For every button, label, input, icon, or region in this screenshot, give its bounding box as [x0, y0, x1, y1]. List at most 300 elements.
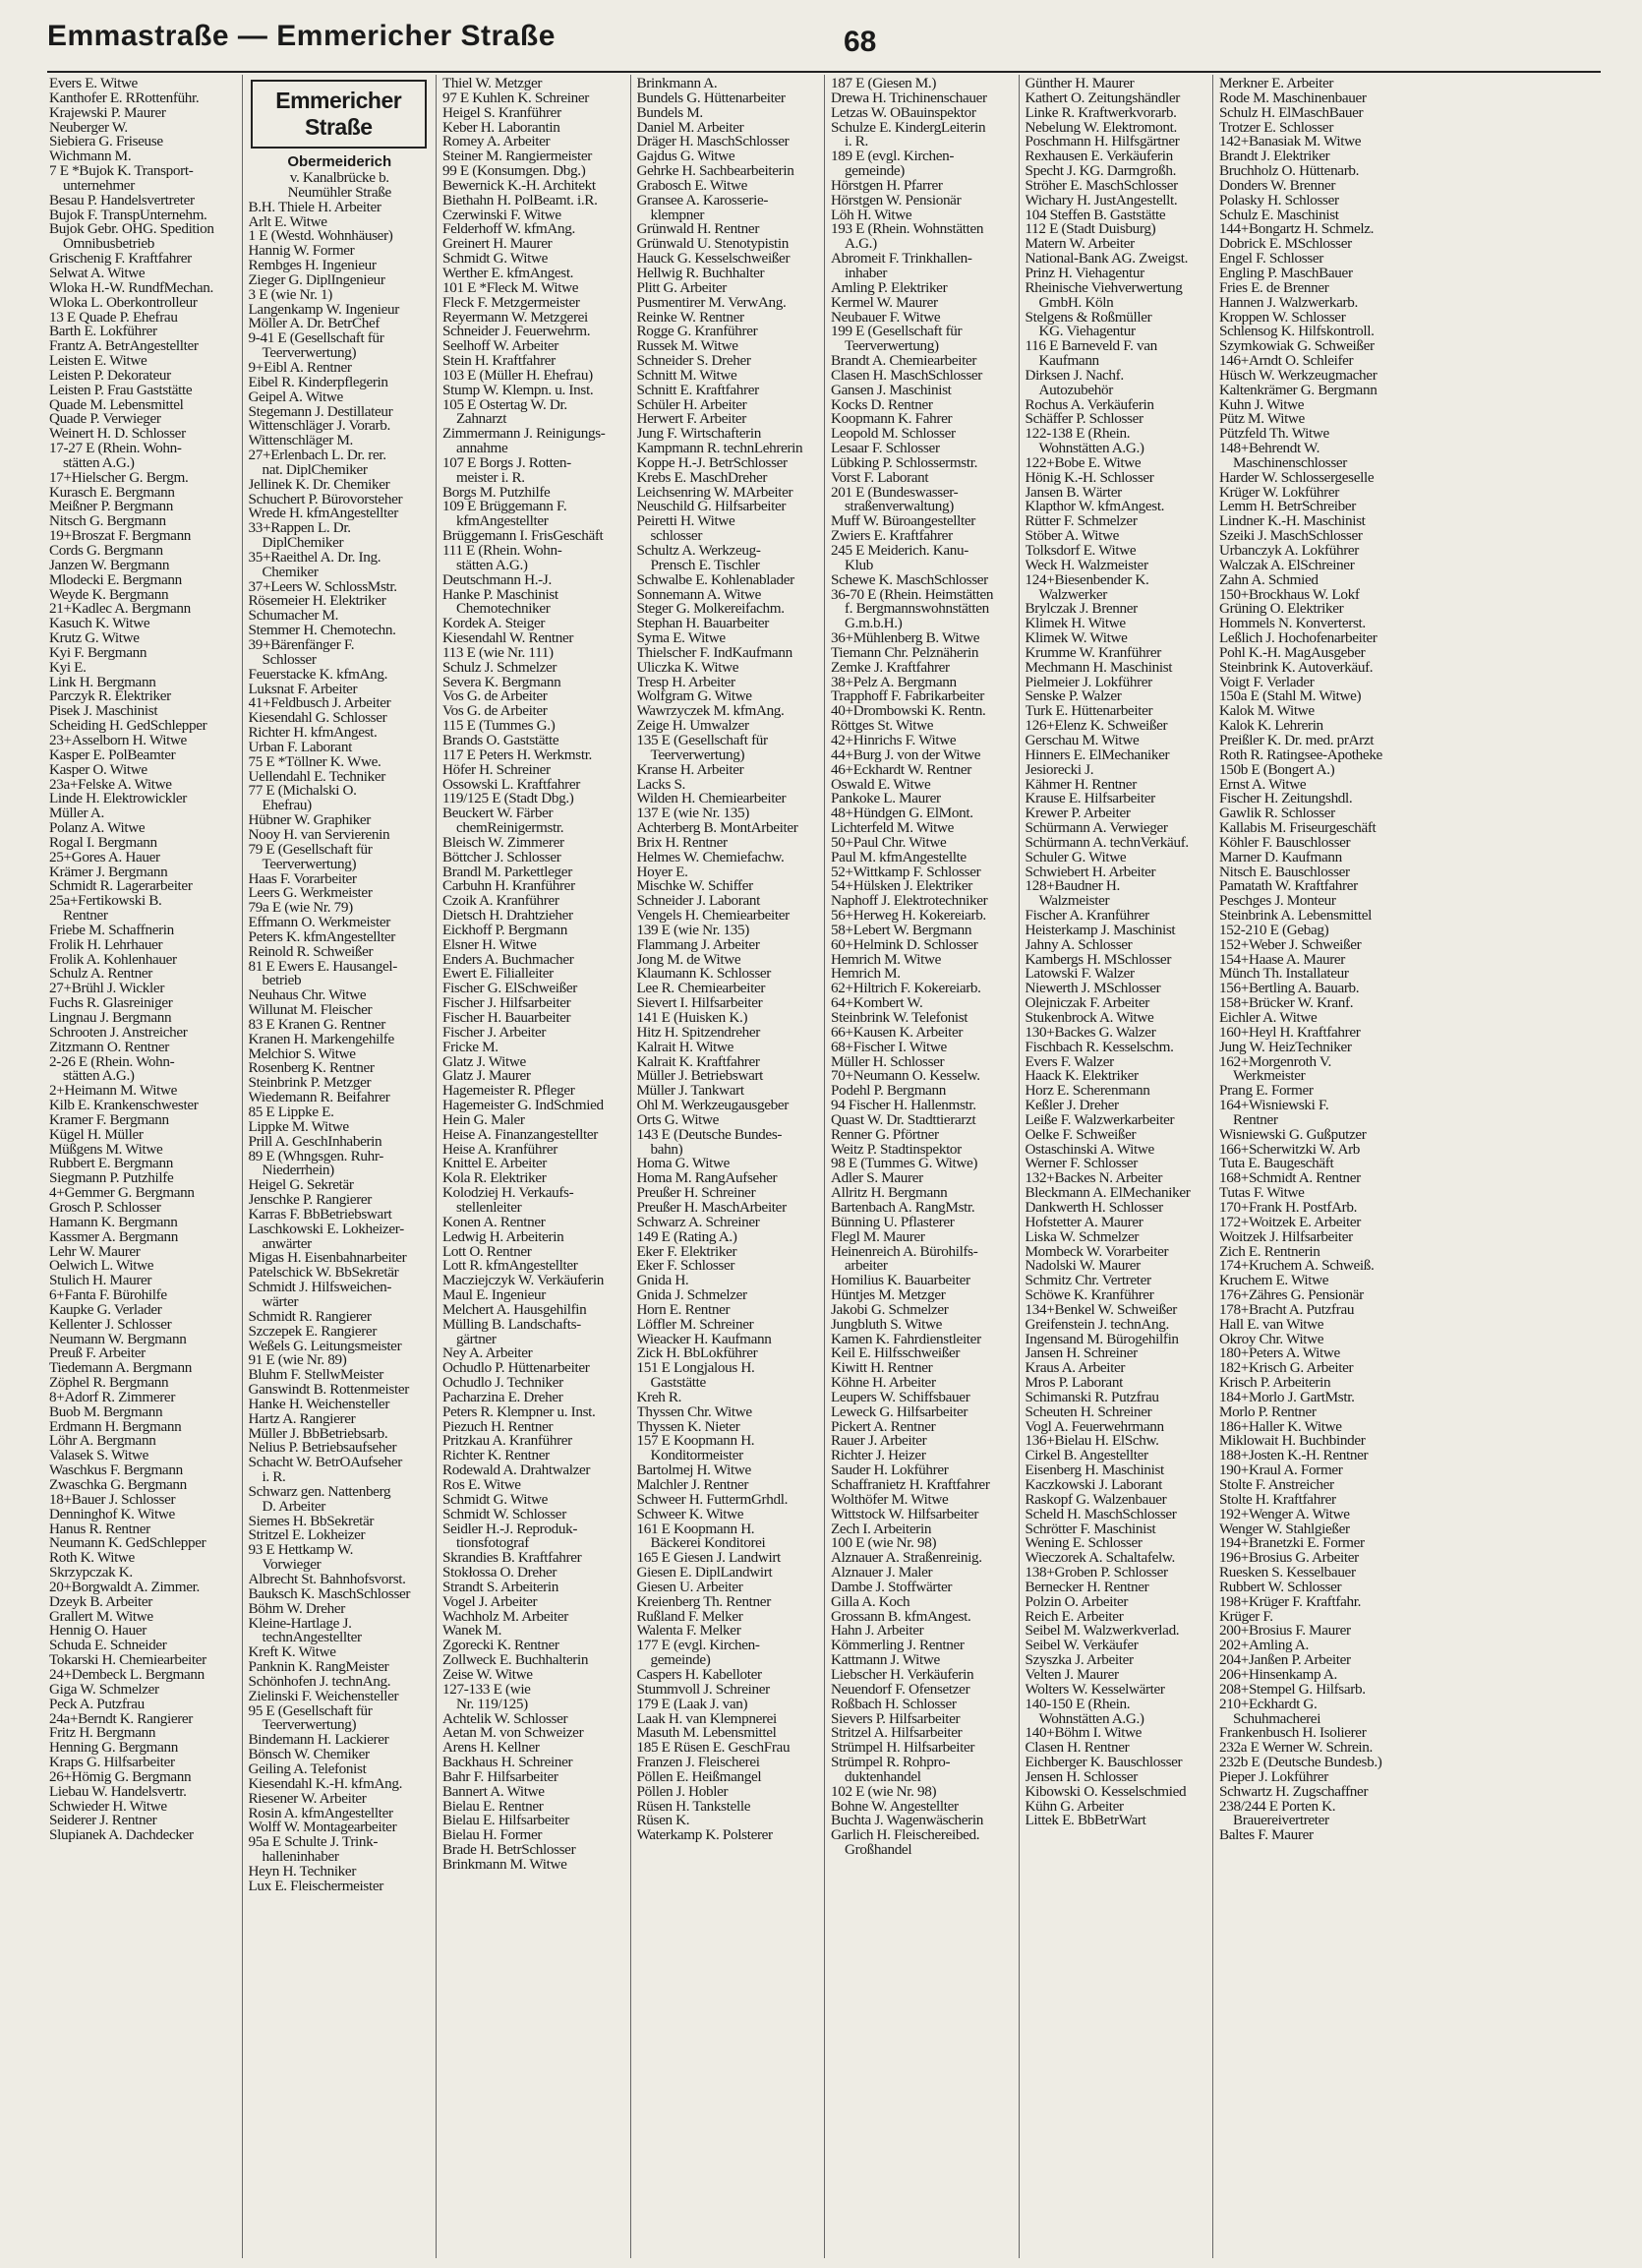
directory-entry: Leupers W. Schiffsbauer — [831, 1390, 970, 1405]
directory-entry: Eichler A. Witwe — [1219, 1011, 1318, 1026]
directory-entry: Luksnat F. Arbeiter — [248, 682, 358, 697]
directory-entry: Severa K. Bergmann — [442, 675, 561, 690]
directory-entry: Oelke F. Schweißer — [1025, 1127, 1137, 1143]
directory-entry: Roßbach H. Schlosser — [831, 1697, 957, 1712]
directory-entry: Helmes W. Chemiefachw. — [636, 850, 785, 865]
directory-entry: Patelschick W. BbSekretär — [248, 1266, 399, 1282]
directory-entry: Feuerstacke K. kfmAng. — [248, 667, 388, 683]
directory-entry: Kranse H. Arbeiter — [636, 762, 744, 778]
directory-entry: Schwarz A. Schreiner — [636, 1215, 760, 1230]
directory-entry: Zieger G. DiplIngenieur — [248, 272, 385, 288]
directory-entry: Morlo P. Rentner — [1219, 1404, 1317, 1420]
directory-entry: Heinenreich A. Bürohilfs- — [831, 1244, 978, 1260]
directory-entry: Schweer H. FuttermGrhdl. — [636, 1492, 789, 1508]
directory-entry: Ernst A. Witwe — [1219, 777, 1307, 793]
directory-entry: Jesiorecki J. — [1025, 762, 1094, 778]
directory-entry: 139 E (wie Nr. 135) — [636, 923, 749, 938]
directory-entry: Nadolski W. Maurer — [1025, 1259, 1141, 1275]
directory-entry: Flammang J. Arbeiter — [636, 937, 760, 953]
directory-entry: Schrötter F. Maschinist — [1025, 1522, 1156, 1537]
directory-entry: 152-210 E (Gebag) — [1219, 923, 1329, 938]
directory-column-3 — [436, 75, 630, 2258]
directory-entry: Erdmann H. Bergmann — [49, 1419, 182, 1435]
directory-entry: 154+Haase A. Maurer — [1219, 952, 1346, 968]
directory-entry: Dobrick E. MSchlosser — [1219, 237, 1352, 253]
directory-entry: Wolthöfer M. Witwe — [831, 1492, 949, 1508]
directory-entry: 23+Asselborn H. Witwe — [49, 733, 187, 748]
directory-entry: 144+Bongartz H. Schmelz. — [1219, 222, 1375, 238]
directory-entry: Mlodecki E. Bergmann — [49, 572, 182, 588]
directory-entry: Grallert M. Witwe — [49, 1609, 153, 1625]
directory-entry: Zwiers E. Kraftfahrer — [831, 529, 953, 544]
directory-entry: Lott R. kfmAngestellter — [442, 1259, 578, 1275]
directory-entry: Quade M. Lebensmittel — [49, 397, 184, 413]
directory-entry: Steinbrink P. Metzger — [248, 1076, 372, 1092]
directory-entry: Schuda E. Schneider — [49, 1639, 167, 1654]
directory-entry: Link H. Bergmann — [49, 675, 156, 690]
directory-entry: 178+Bracht A. Putzfrau — [1219, 1302, 1355, 1318]
directory-entry: v. Kanalbrücke b. — [289, 171, 389, 186]
directory-entry: 208+Stempel G. Hilfsarb. — [1219, 1682, 1366, 1698]
directory-entry: Cirkel B. Angestellter — [1025, 1449, 1148, 1464]
directory-entry: 19+Broszat F. Bergmann — [49, 529, 192, 544]
directory-entry: Stump W. Klempn. u. Inst. — [442, 383, 594, 398]
directory-entry: Schwarz gen. Nattenberg — [248, 1484, 391, 1500]
directory-entry: Skrzypczak K. — [49, 1566, 133, 1581]
directory-entry: Bäckerei Konditorei — [650, 1536, 766, 1552]
directory-entry: Neumühler Straße — [287, 185, 391, 201]
directory-entry: Gnida J. Schmelzer — [636, 1288, 747, 1303]
directory-entry: Giesen E. DiplLandwirt — [636, 1566, 773, 1581]
directory-entry: Vorst F. Laborant — [831, 470, 929, 486]
directory-entry: Hauck G. Kesselschweißer — [636, 252, 791, 267]
directory-entry: Langenkamp W. Ingenieur — [248, 302, 399, 318]
directory-entry: 141 E (Huisken K.) — [636, 1011, 748, 1026]
directory-entry: Schulz A. Rentner — [49, 967, 152, 983]
directory-entry: Hagemeister G. IndSchmied — [442, 1099, 604, 1113]
directory-entry: 104 Steffen B. Gaststätte — [1025, 208, 1166, 223]
directory-entry: i. R. — [845, 135, 868, 150]
directory-entry: Siebiera G. Friseuse — [49, 135, 163, 150]
directory-entry: 128+Baudner H. — [1025, 879, 1120, 895]
directory-entry: Kambergs H. MSchlosser — [1025, 952, 1172, 968]
directory-entry: 85 E Lippke E. — [248, 1105, 334, 1120]
directory-entry: technAngestellter — [262, 1631, 362, 1646]
directory-entry: Brüggemann I. FrisGeschäft — [442, 529, 604, 544]
directory-entry: Wieczorek A. Schaltafelw. — [1025, 1551, 1175, 1567]
directory-entry: Ostaschinski A. Witwe — [1025, 1142, 1154, 1158]
directory-entry: Besau P. Handelsvertreter — [49, 193, 195, 209]
directory-entry: Kraus A. Arbeiter — [1025, 1361, 1126, 1377]
directory-columns — [47, 75, 1601, 2258]
directory-entry: Preißler K. Dr. med. prArzt — [1219, 733, 1375, 748]
directory-entry: Lübking P. Schlossermstr. — [831, 455, 978, 471]
directory-entry: Krisch P. Arbeiterin — [1219, 1376, 1331, 1391]
directory-entry: 26+Hömig G. Bergmann — [49, 1769, 192, 1785]
directory-entry: 24+Dembeck L. Bergmann — [49, 1667, 205, 1683]
directory-entry: 117 E Peters H. Werkmstr. — [442, 747, 593, 763]
directory-entry: Leisten P. Frau Gaststätte — [49, 383, 193, 398]
directory-entry: Grünwald U. Stenotypistin — [636, 237, 790, 253]
directory-entry: Münch Th. Installateur — [1219, 967, 1349, 983]
directory-entry: Pielmeier J. Lokführer — [1025, 675, 1152, 690]
directory-entry: Klapthor W. kfmAngest. — [1025, 500, 1165, 515]
directory-entry: 185 E Rüsen E. GeschFrau — [636, 1741, 791, 1757]
directory-entry: 2+Heimann M. Witwe — [49, 1084, 178, 1100]
directory-entry: Rheinische Viehverwertung — [1025, 280, 1183, 296]
directory-entry: 172+Woitzek E. Arbeiter — [1219, 1215, 1361, 1230]
directory-entry: Chemiker — [262, 565, 319, 580]
directory-entry: Schumacher M. — [248, 609, 339, 625]
directory-entry: Neumann W. Bergmann — [49, 1332, 187, 1347]
directory-entry: Lemm H. BetrSchreiber — [1219, 500, 1356, 515]
directory-entry: 168+Schmidt A. Rentner — [1219, 1171, 1361, 1187]
directory-entry: chemReinigermstr. — [456, 821, 564, 836]
directory-entry: Vogl A. Feuerwehrmann — [1025, 1419, 1164, 1435]
directory-entry: 164+Wisniewski F. — [1219, 1099, 1329, 1113]
directory-entry: Grossann B. kfmAngest. — [831, 1609, 971, 1625]
directory-entry: 166+Scherwitzki W. Arb — [1219, 1142, 1361, 1158]
directory-entry: Wohnstätten A.G.) — [1038, 1711, 1144, 1727]
directory-entry: stellenleiter — [456, 1200, 522, 1216]
directory-entry: Schaffranietz H. Kraftfahrer — [831, 1478, 990, 1493]
directory-entry: Valasek S. Witwe — [49, 1449, 149, 1464]
directory-entry: 46+Eckhardt W. Rentner — [831, 762, 972, 778]
directory-entry: Schmidt G. Witwe — [442, 1492, 548, 1508]
directory-entry: Gajdus G. Witwe — [636, 149, 735, 165]
directory-entry: Heigel S. Kranführer — [442, 105, 561, 121]
directory-entry: Kranen H. Markengehilfe — [248, 1032, 394, 1047]
directory-entry: Greifenstein J. technAng. — [1025, 1317, 1169, 1333]
directory-entry: Laschkowski E. Lokheizer- — [248, 1222, 404, 1237]
directory-entry: Werther E. kfmAngest. — [442, 266, 574, 281]
directory-entry: Stokłossa O. Dreher — [442, 1566, 557, 1581]
directory-entry: Schulz E. Maschinist — [1219, 208, 1339, 223]
directory-entry: Pütz M. Witwe — [1219, 412, 1305, 428]
directory-entry: Stegemann J. Destillateur — [248, 404, 393, 420]
directory-entry: Kampmann R. technLehrerin — [636, 442, 803, 456]
directory-entry: D. Arbeiter — [262, 1499, 325, 1515]
directory-entry: Teerverwertung) — [262, 857, 357, 872]
directory-entry: Werner F. Schlosser — [1025, 1157, 1138, 1172]
directory-entry: Jungbluth S. Witwe — [831, 1317, 943, 1333]
directory-entry: Köhne H. Arbeiter — [831, 1376, 936, 1391]
directory-entry: Skrandies B. Kraftfahrer — [442, 1551, 582, 1567]
directory-entry: Bannert A. Witwe — [442, 1784, 545, 1800]
directory-entry: Bujok Gebr. OHG. Spedition — [49, 222, 214, 238]
directory-entry: Zielinski F. Weichensteller — [248, 1689, 399, 1704]
directory-entry: Vengels H. Chemiearbeiter — [636, 909, 790, 924]
directory-entry: Dzeyk B. Arbeiter — [49, 1594, 152, 1610]
directory-entry: Woitzek J. Hilfsarbeiter — [1219, 1229, 1353, 1245]
directory-entry: Teerverwertung) — [262, 346, 357, 361]
directory-entry: Wenger W. Stahlgießer — [1219, 1522, 1350, 1537]
directory-entry: Achterberg B. MontArbeiter — [636, 821, 798, 836]
directory-entry: Aetan M. von Schweizer — [442, 1726, 584, 1742]
directory-entry: GmbH. Köln — [1038, 295, 1114, 311]
street-heading-box: Emmericher Straße — [251, 80, 428, 149]
directory-entry: Autozubehör — [1038, 383, 1113, 398]
directory-entry: Rütter F. Schmelzer — [1025, 514, 1138, 530]
directory-entry: 150+Brockhaus W. Lokf — [1219, 587, 1360, 603]
directory-entry: Migas H. Eisenbahnarbeiter — [248, 1251, 407, 1267]
directory-entry: Brandt A. Chemiearbeiter — [831, 354, 977, 369]
directory-entry: 24a+Berndt K. Rangierer — [49, 1711, 194, 1727]
directory-entry: Grüning O. Elektriker — [1219, 602, 1344, 618]
directory-entry: Neuhaus Chr. Witwe — [248, 988, 367, 1004]
directory-entry: Melchert A. Hausgehilfin — [442, 1302, 587, 1318]
directory-entry: Böttcher J. Schlosser — [442, 850, 561, 865]
directory-entry: Konditormeister — [650, 1449, 743, 1464]
directory-entry: Löhr A. Bergmann — [49, 1434, 156, 1450]
directory-entry: Bleckmann A. ElMechaniker — [1025, 1186, 1191, 1201]
directory-entry: Pisek J. Maschinist — [49, 704, 158, 720]
directory-entry: Jenschke P. Rangierer — [248, 1193, 373, 1208]
directory-entry: Reinold R. Schweißer — [248, 944, 374, 960]
directory-entry: Schneider J. Feuerwehrm. — [442, 325, 591, 340]
directory-entry: Prang E. Former — [1219, 1084, 1314, 1100]
directory-entry: Teerverwertung) — [845, 339, 939, 355]
directory-entry: 165 E Giesen J. Landwirt — [636, 1551, 781, 1567]
directory-entry: 9+Eibl A. Rentner — [248, 360, 352, 376]
directory-entry: 25+Gores A. Hauer — [49, 850, 160, 865]
directory-entry: Stein H. Kraftfahrer — [442, 354, 556, 369]
directory-entry: 136+Bielau H. ElSchw. — [1025, 1434, 1159, 1450]
directory-entry: nat. DiplChemiker — [262, 462, 368, 478]
directory-entry: Zahn A. Schmied — [1219, 572, 1319, 588]
directory-entry: Stolte H. Kraftfahrer — [1219, 1492, 1336, 1508]
directory-entry: Bluhm F. StellwMeister — [248, 1368, 383, 1384]
directory-entry: Heigel G. Sekretär — [248, 1178, 354, 1194]
directory-entry: Wloka H.-W. RundfMechan. — [49, 280, 213, 296]
directory-entry: Adler S. Maurer — [831, 1171, 923, 1187]
directory-entry: Abromeit F. Trinkhallen- — [831, 252, 972, 267]
directory-entry: Schnitt M. Witwe — [636, 368, 737, 384]
directory-entry: Deutschmann H.-J. — [442, 572, 552, 588]
directory-entry: Neuendorf F. Ofensetzer — [831, 1682, 970, 1698]
directory-entry: Bleisch W. Zimmerer — [442, 835, 564, 851]
directory-entry: Weitz P. Stadtinspektor — [831, 1142, 962, 1158]
directory-entry: Stukenbrock A. Witwe — [1025, 1011, 1154, 1026]
directory-entry: Walzmeister — [1038, 894, 1110, 910]
directory-entry: Rösemeier H. Elektriker — [248, 594, 386, 610]
directory-entry: 142+Banasiak M. Witwe — [1219, 135, 1362, 150]
directory-entry: 143 E (Deutsche Bundes- — [636, 1127, 783, 1143]
directory-entry: Ruesken S. Kesselbauer — [1219, 1566, 1356, 1581]
directory-entry: 3 E (wie Nr. 1) — [248, 287, 332, 303]
directory-entry: Jakobi G. Schmelzer — [831, 1302, 949, 1318]
directory-entry: duktenhandel — [845, 1769, 921, 1785]
directory-entry: Fischer J. Hilfsarbeiter — [442, 996, 571, 1011]
directory-entry: Rüsen K. — [636, 1814, 690, 1829]
running-title: Emmastraße — Emmericher Straße — [47, 20, 556, 52]
directory-entry: Ingensand M. Bürogehilfin — [1025, 1332, 1179, 1347]
directory-entry: Schmidt J. Hilfsweichen- — [248, 1281, 392, 1295]
directory-entry: Kibowski O. Kesselschmied — [1025, 1784, 1187, 1800]
directory-entry: Grischenig F. Kraftfahrer — [49, 252, 192, 267]
directory-entry: Glatz J. Witwe — [442, 1054, 526, 1070]
directory-entry: Arlt E. Witwe — [248, 214, 327, 230]
directory-entry: 160+Heyl H. Kraftfahrer — [1219, 1025, 1361, 1041]
directory-entry: 180+Peters A. Witwe — [1219, 1346, 1340, 1362]
directory-entry: Czerwinski F. Witwe — [442, 208, 561, 223]
directory-entry: Greinert H. Maurer — [442, 237, 553, 253]
directory-entry: Dräger H. MaschSchlosser — [636, 135, 790, 150]
directory-entry: Dankwerth H. Schlosser — [1025, 1200, 1163, 1216]
directory-entry: Olejniczak F. Arbeiter — [1025, 996, 1149, 1011]
directory-entry: 41+Feldbusch J. Arbeiter — [248, 696, 391, 712]
directory-entry: Szeiki J. MaschSchlosser — [1219, 529, 1363, 544]
directory-entry: 177 E (evgl. Kirchen- — [636, 1639, 760, 1654]
directory-entry: Rosin A. kfmAngestellter — [248, 1806, 393, 1821]
directory-entry: Bujok F. TranspUnternehm. — [49, 208, 207, 223]
directory-entry: Velten J. Maurer — [1025, 1667, 1119, 1683]
directory-entry: schlosser — [650, 529, 703, 544]
directory-entry: Lott O. Rentner — [442, 1244, 532, 1260]
directory-entry: Stemmer H. Chemotechn. — [248, 624, 396, 638]
directory-entry: 146+Arndt O. Schleifer — [1219, 354, 1354, 369]
directory-entry: Müller H. Schlosser — [831, 1054, 945, 1070]
directory-entry: Schöwe K. Kranführer — [1025, 1288, 1154, 1303]
directory-entry: Kreh R. — [636, 1390, 682, 1405]
directory-entry: Großhandel — [845, 1843, 912, 1858]
directory-entry: Müller J. Betriebswart — [636, 1069, 764, 1085]
directory-entry: Kaupke G. Verlader — [49, 1302, 162, 1318]
directory-entry: 18+Bauer J. Schlosser — [49, 1492, 176, 1508]
directory-entry: Latowski F. Walzer — [1025, 967, 1135, 983]
directory-entry: Wolters W. Kesselwärter — [1025, 1682, 1165, 1698]
directory-entry: Kasuch K. Witwe — [49, 617, 150, 632]
directory-entry: Frolik H. Lehrhauer — [49, 937, 163, 953]
directory-entry: 81 E Ewers E. Hausangel- — [248, 959, 397, 975]
directory-entry: Renner G. Pförtner — [831, 1127, 939, 1143]
directory-entry: Strümpel R. Rohpro- — [831, 1756, 951, 1770]
directory-entry: Wohnstätten A.G.) — [1038, 442, 1144, 456]
directory-entry: Felderhoff W. kfmAng. — [442, 222, 575, 238]
directory-entry: Grosch P. Schlosser — [49, 1200, 161, 1216]
directory-entry: Naphoff J. Elektrotechniker — [831, 894, 988, 910]
directory-entry: Karras F. BbBetriebswart — [248, 1207, 392, 1223]
directory-entry: Strandt S. Arbeiterin — [442, 1580, 558, 1595]
directory-entry: Rodewald A. Drahtwalzer — [442, 1463, 591, 1478]
directory-entry: Kügel H. Müller — [49, 1127, 144, 1143]
directory-entry: Matern W. Arbeiter — [1025, 237, 1135, 253]
directory-entry: Bundels M. — [636, 105, 703, 121]
directory-entry: Sauder H. Lokführer — [831, 1463, 949, 1478]
directory-entry: Tolksdorf E. Witwe — [1025, 544, 1137, 559]
directory-entry: Ros E. Witwe — [442, 1478, 521, 1493]
directory-entry: 52+Wittkamp F. Schlosser — [831, 865, 981, 880]
directory-entry: Russek M. Witwe — [636, 339, 738, 355]
directory-entry: Polasky H. Schlosser — [1219, 193, 1339, 209]
directory-entry: Wittenschläger J. Vorarb. — [248, 419, 390, 435]
directory-entry: 48+Hündgen G. ElMont. — [831, 806, 973, 822]
directory-entry: Sonnemann A. Witwe — [636, 587, 762, 603]
directory-entry: Walenta F. Melker — [636, 1624, 741, 1640]
directory-entry: Bundels G. Hüttenarbeiter — [636, 90, 786, 106]
directory-entry: Chemotechniker — [456, 602, 551, 618]
directory-entry: Maschinenschlosser — [1233, 455, 1348, 471]
directory-entry: 20+Borgwaldt A. Zimmer. — [49, 1580, 200, 1595]
directory-entry: 4+Gemmer G. Bergmann — [49, 1186, 195, 1201]
directory-entry: Elsner H. Witwe — [442, 937, 537, 953]
directory-entry: Zöphel R. Bergmann — [49, 1376, 169, 1391]
directory-entry: Rußland F. Melker — [636, 1609, 743, 1625]
directory-entry: 36+Mühlenberg B. Witwe — [831, 631, 980, 646]
directory-entry: Leopold M. Schlosser — [831, 427, 956, 443]
directory-entry: Wening E. Schlosser — [1025, 1536, 1143, 1552]
directory-entry: Brands O. Gaststätte — [442, 733, 559, 748]
directory-entry: 37+Leers W. SchlossMstr. — [248, 579, 397, 595]
directory-column-2 — [242, 75, 437, 2258]
directory-entry: Ossowski L. Kraftfahrer — [442, 777, 580, 793]
directory-entry: Leers G. Werkmeister — [248, 886, 373, 902]
directory-entry: Krumme W. Kranführer — [1025, 645, 1162, 661]
directory-entry: Schürmann A. Verwieger — [1025, 821, 1168, 836]
directory-entry: Amling P. Elektriker — [831, 280, 948, 296]
directory-entry: Keil E. Hilfsschweißer — [831, 1346, 961, 1362]
directory-entry: Roth R. Ratingsee-Apotheke — [1219, 747, 1382, 763]
directory-entry: Krause E. Hilfsarbeiter — [1025, 792, 1155, 807]
directory-entry: Eisenberg H. Maschinist — [1025, 1463, 1164, 1478]
directory-entry: 140+Böhm I. Witwe — [1025, 1726, 1143, 1742]
directory-entry: Nitsch E. Bauschlosser — [1219, 865, 1350, 880]
directory-entry: Kroppen W. Schlosser — [1219, 310, 1346, 326]
directory-entry: 83 E Kranen G. Rentner — [248, 1017, 385, 1033]
directory-entry: Specht J. KG. Darmgroßh. — [1025, 164, 1177, 179]
directory-entry: Kassmer A. Bergmann — [49, 1229, 179, 1245]
directory-entry: Bielau E. Rentner — [442, 1799, 544, 1815]
directory-entry: Marner D. Kaufmann — [1219, 850, 1342, 865]
directory-entry: Wittstock W. Hilfsarbeiter — [831, 1507, 979, 1522]
directory-entry: Ewert E. Filialleiter — [442, 967, 554, 983]
directory-entry: Mischke W. Schiffer — [636, 879, 753, 895]
directory-entry: Preußer H. MaschArbeiter — [636, 1200, 787, 1216]
directory-entry: 192+Wenger A. Witwe — [1219, 1507, 1350, 1522]
directory-entry: Wawrzyczek M. kfmAng. — [636, 704, 785, 720]
directory-entry: Hommels N. Konverterst. — [1219, 617, 1366, 632]
directory-entry: Seibel W. Verkäufer — [1025, 1639, 1139, 1654]
directory-entry: Slupianek A. Dachdecker — [49, 1828, 194, 1844]
directory-entry: Hörstgen W. Pensionär — [831, 193, 962, 209]
directory-entry: Baltes F. Maurer — [1219, 1828, 1314, 1844]
directory-entry: Neumann K. GedSchlepper — [49, 1536, 206, 1552]
directory-entry: Omnibusbetrieb — [63, 237, 154, 253]
directory-entry: Zich E. Rentnerin — [1219, 1244, 1320, 1260]
directory-entry: 184+Morlo J. GartMstr. — [1219, 1390, 1355, 1405]
directory-entry: Pieper J. Lokführer — [1219, 1769, 1329, 1785]
directory-entry: Klaumann K. Schlosser — [636, 967, 771, 983]
directory-entry: 102 E (wie Nr. 98) — [831, 1784, 937, 1800]
directory-entry: Hellwig R. Buchhalter — [636, 266, 765, 281]
directory-entry: Bahr F. Hilfsarbeiter — [442, 1769, 558, 1785]
directory-entry: Linde H. Elektrowickler — [49, 792, 187, 807]
directory-entry: Steinbrink W. Telefonist — [831, 1011, 968, 1026]
directory-entry: Hüsch W. Werkzeugmacher — [1219, 368, 1378, 384]
directory-entry: Plitt G. Arbeiter — [636, 280, 727, 296]
directory-entry: Rode M. Maschinenbauer — [1219, 90, 1367, 106]
directory-entry: Jansen H. Schreiner — [1025, 1346, 1138, 1362]
directory-entry: Evers E. Witwe — [49, 77, 138, 91]
directory-entry: Tokarski H. Chemiearbeiter — [49, 1653, 206, 1668]
directory-entry: Homilius K. Bauarbeiter — [831, 1274, 970, 1289]
directory-entry: 179 E (Laak J. van) — [636, 1697, 748, 1712]
directory-entry: Müßgens M. Witwe — [49, 1142, 163, 1158]
directory-entry: Kaczkowski J. Laborant — [1025, 1478, 1162, 1493]
directory-entry: Eibel R. Kinderpflegerin — [248, 375, 388, 390]
directory-entry: Gehrke H. Sachbearbeiterin — [636, 164, 794, 179]
directory-entry: Bernecker H. Rentner — [1025, 1580, 1149, 1595]
